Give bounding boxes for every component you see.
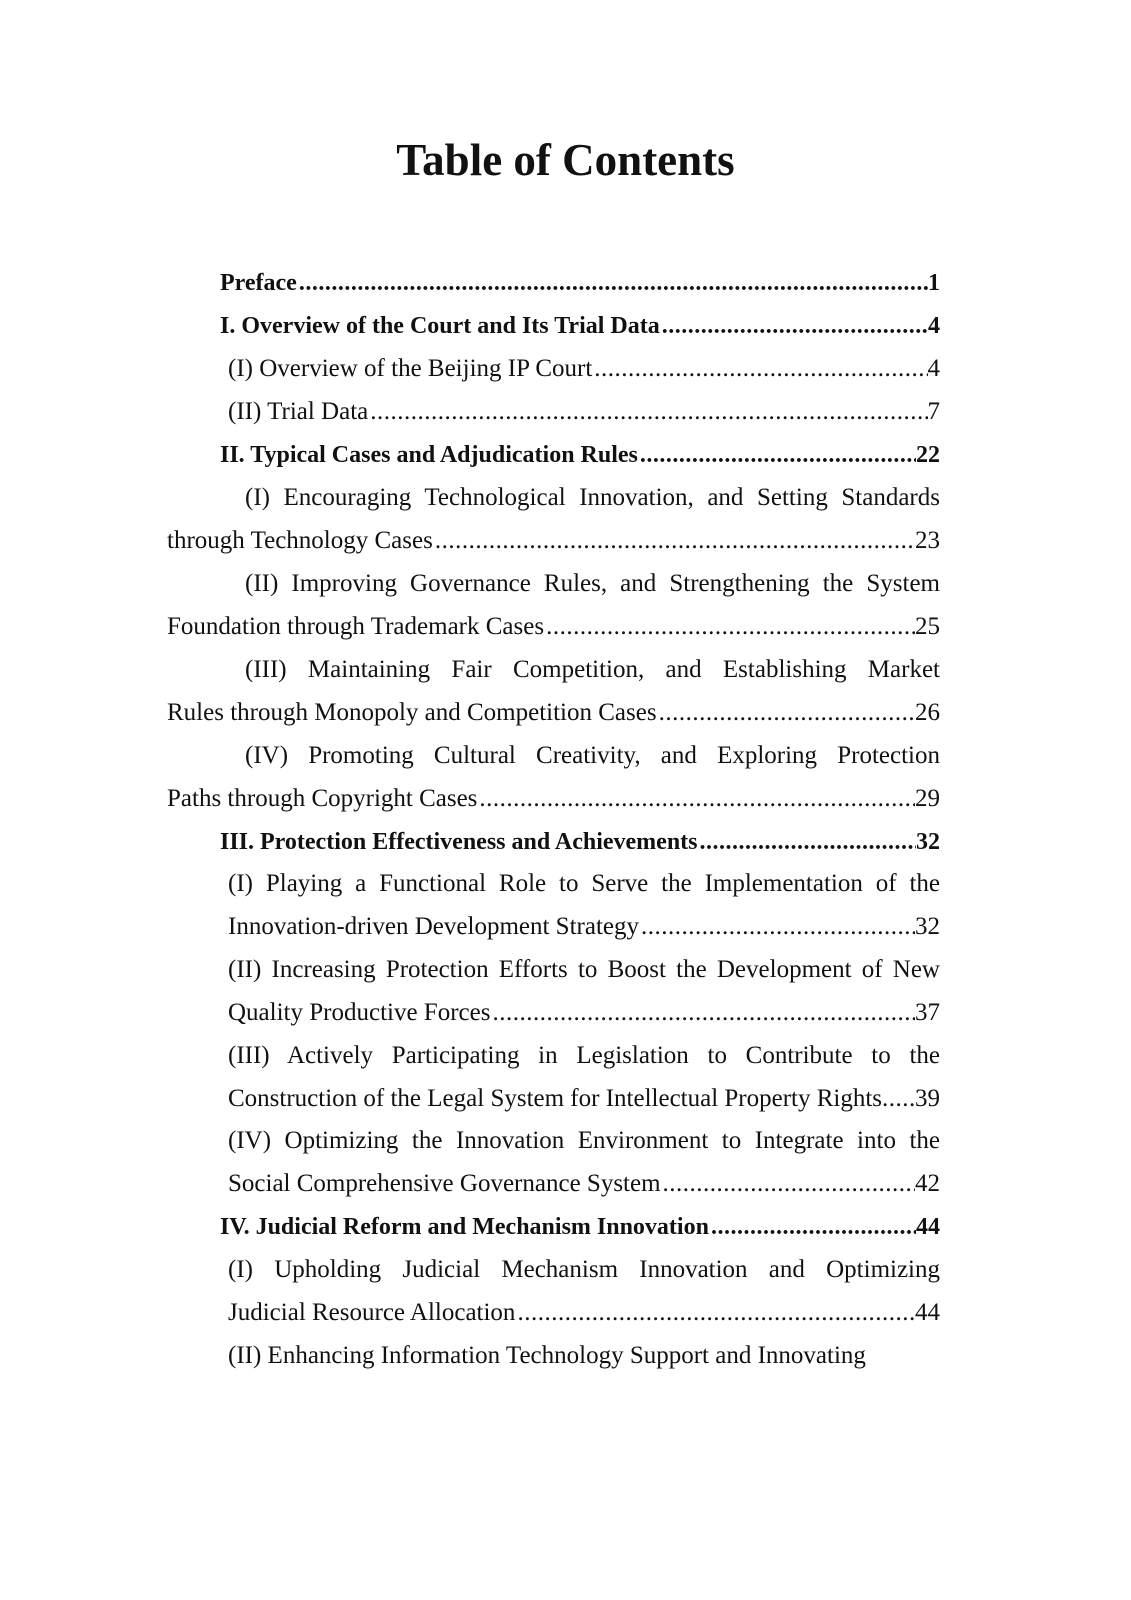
toc-entry-section-2[interactable] <box>220 440 940 470</box>
leader-dots <box>592 354 927 384</box>
toc-entry-title-line2 <box>228 998 940 1028</box>
toc-entry-title-line2 <box>228 1298 940 1328</box>
toc-page-number: 44 <box>916 1214 940 1240</box>
toc-entry-title-line1: (I) Upholding Judicial Mechanism Innovation and Optimizing <box>228 1256 940 1283</box>
leader-dots <box>433 526 915 556</box>
leader-dots <box>368 397 927 427</box>
toc-entry-title: (II) Trial Data <box>228 398 369 425</box>
toc-entry-title: I. Overview of the Court and Its Trial Data <box>220 313 660 339</box>
toc-entry-preface[interactable] <box>220 268 940 298</box>
toc-entry-title-line2 <box>167 698 940 728</box>
toc-entry-title: Preface <box>220 270 297 296</box>
toc-entry-title-line1: (III) Actively Participating in Legislation to Contribute to the <box>228 1042 940 1069</box>
leader-dots <box>660 311 928 341</box>
toc-entry-title-line2 <box>228 912 940 942</box>
toc-entry-1-2[interactable] <box>228 397 940 427</box>
toc-page-number: 7 <box>927 398 940 425</box>
toc-entry-title-line1: (III) Maintaining Fair Competition, and Establishing Market <box>245 656 940 683</box>
toc-entry-section-3[interactable] <box>220 827 940 857</box>
toc-entry-title: Judicial Resource Allocation <box>228 1299 516 1326</box>
leader-dots <box>477 784 915 814</box>
toc-entry-title-line2 <box>228 1169 940 1199</box>
toc-page-number: 4 <box>928 313 940 339</box>
toc-entry-title-line1: (IV) Optimizing the Innovation Environment to Integrate into the <box>228 1127 940 1154</box>
toc-entry-title: Social Comprehensive Governance System <box>228 1170 661 1197</box>
toc-entry-title: Quality Productive Forces <box>228 999 491 1026</box>
toc-entry-title-line1: (I) Encouraging Technological Innovation, and Setting Standards <box>245 484 940 511</box>
toc-entry-title: II. Typical Cases and Adjudication Rules <box>220 442 638 468</box>
toc-page-number: 25 <box>915 613 940 640</box>
toc-entry-title: (I) Overview of the Beijing IP Court <box>228 355 593 382</box>
toc-entry-title-line2 <box>167 612 940 642</box>
toc-entry-title: Construction of the Legal System for Intellectual Property Rights <box>228 1085 883 1112</box>
toc-entry-title: IV. Judicial Reform and Mechanism Innovation <box>220 1214 709 1240</box>
leader-dots <box>490 998 915 1028</box>
leader-dots <box>698 827 917 857</box>
toc-entry-title: Rules through Monopoly and Competition Cases <box>167 699 657 726</box>
toc-page-number: 44 <box>915 1299 940 1326</box>
leader-dots <box>639 912 915 942</box>
toc-entry-title-line1: (II) Increasing Protection Efforts to Boost the Development of New <box>228 956 940 983</box>
toc-entry-title: Paths through Copyright Cases <box>167 785 478 812</box>
leader-dots <box>638 440 916 470</box>
toc-entry-title: through Technology Cases <box>167 527 433 554</box>
toc-entry-title-line1: (IV) Promoting Cultural Creativity, and Exploring Protection <box>245 742 940 769</box>
leader-dots <box>882 1084 915 1114</box>
leader-dots <box>515 1298 915 1328</box>
toc-page-number: 23 <box>915 527 940 554</box>
toc-page-number: 42 <box>915 1170 940 1197</box>
toc-page-number: 22 <box>916 442 940 468</box>
leader-dots <box>661 1169 915 1199</box>
leader-dots <box>657 698 915 728</box>
toc-entry-title-line2 <box>228 1084 940 1114</box>
toc-entry-title: Foundation through Trademark Cases <box>167 613 545 640</box>
toc-entry-1-1[interactable] <box>228 354 940 384</box>
toc-entry-section-1[interactable] <box>220 311 940 341</box>
toc-entry-title-line2 <box>167 526 940 556</box>
toc-entry-title-line2 <box>167 784 940 814</box>
toc-entry-title-line1: (II) Improving Governance Rules, and Strengthening the System <box>245 570 940 597</box>
toc-entry-title-line1: (I) Playing a Functional Role to Serve the Implementation of the <box>228 870 940 897</box>
leader-dots <box>297 268 928 298</box>
toc-page-number: 4 <box>927 355 940 382</box>
toc-page-number: 29 <box>915 785 940 812</box>
toc-entry-title: Innovation-driven Development Strategy <box>228 913 639 940</box>
toc-entry-title-line1: (II) Enhancing Information Technology Support and Innovating <box>228 1342 866 1369</box>
toc-entry-title: III. Protection Effectiveness and Achievements <box>220 829 698 855</box>
toc-page-number: 39 <box>915 1085 940 1112</box>
toc-page-number: 32 <box>915 913 940 940</box>
toc-page-number: 37 <box>915 999 940 1026</box>
toc-page-number: 26 <box>915 699 940 726</box>
toc-page-number: 1 <box>928 270 940 296</box>
leader-dots <box>709 1212 916 1242</box>
toc-entry-section-4[interactable] <box>220 1212 940 1242</box>
toc-page-number: 32 <box>916 829 940 855</box>
leader-dots <box>544 612 915 642</box>
page-title: Table of Contents <box>396 135 735 185</box>
